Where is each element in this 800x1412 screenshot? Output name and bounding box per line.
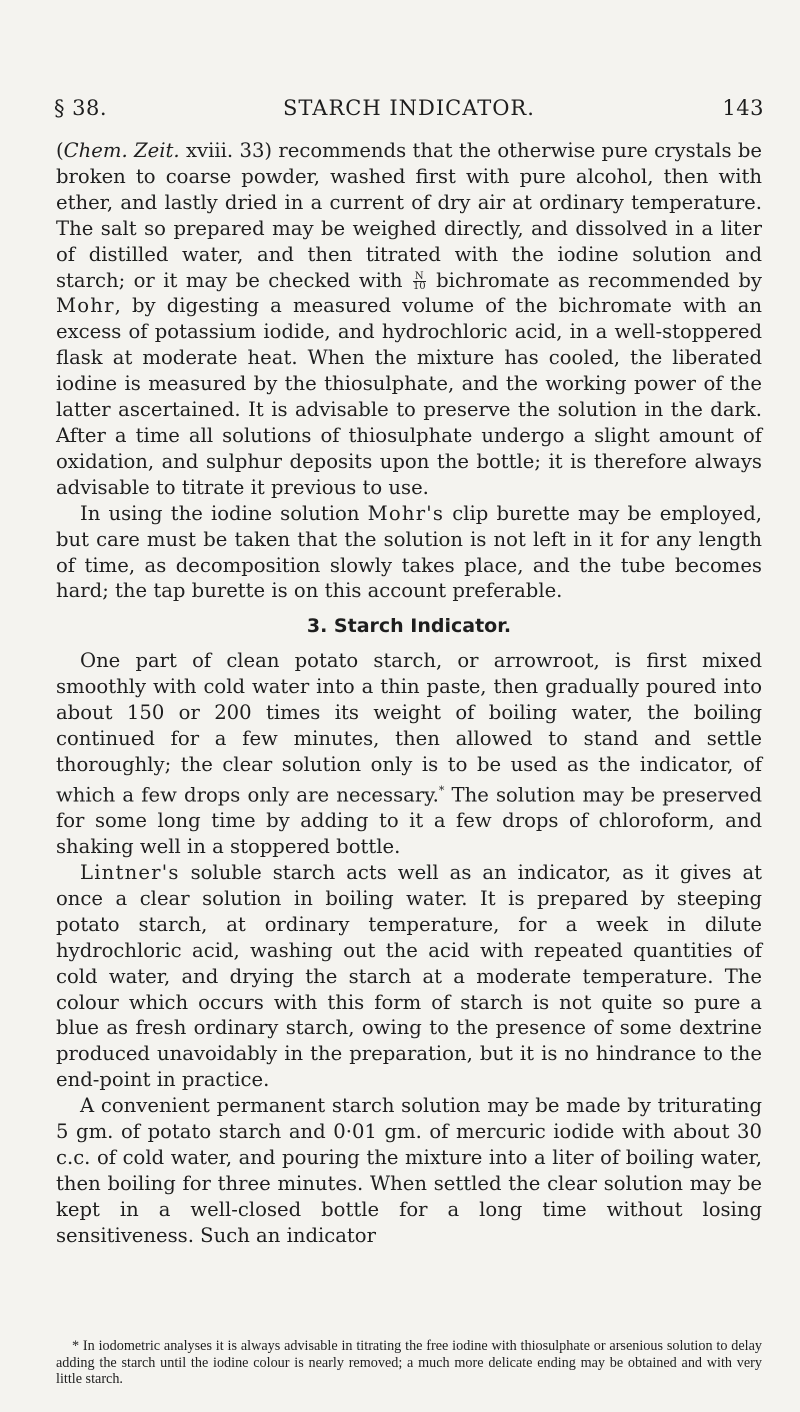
fraction-denominator: 10 — [412, 280, 426, 292]
paragraph-text: In using the iodine solution — [80, 501, 368, 525]
footnote-text: * In iodometric analyses it is always advisable in titrating the free iodine with thiosulphate or arsenious solution to delay adding the starch until the iodine colour is nearly removed; a much more delicate ending may be obtained and with very little starch. — [56, 1338, 762, 1387]
paragraph-text: bichromate as recommended by — [427, 268, 762, 292]
footnote — [56, 1338, 762, 1388]
paragraph-burette — [56, 501, 762, 605]
paragraph-text: xviii. 33) recommends that the otherwise pure crystals be broken to coarse powder, washed first with pure alcohol, then with ether, and lastly dried in a current of dry air at ordinary temperature. The salt so prepared may be weighed directly, and dissolved in a liter of distilled water, and then titrated with the iodine solution and starch; or it may be checked with — [56, 139, 762, 292]
running-header — [54, 96, 764, 126]
running-title: STARCH INDICATOR. — [283, 96, 535, 120]
section-heading: 3. Starch Indicator. — [306, 615, 512, 638]
journal-citation: Chem. Zeit. — [63, 139, 180, 162]
author-name: Mohr — [56, 294, 115, 318]
paragraph-text: A convenient permanent starch solution may be made by triturating 5 gm. of potato starch and 0·01 gm. of mercuric iodide with about 30 c.c. of cold water, and pouring the mixture into a liter of boiling water, then boiling for three minutes. When settled the clear solution may be kept in a well-closed bottle for a long time without losing sensitiveness. Such an indicator — [56, 1094, 762, 1247]
paragraph-text: The solution may be preserved for some long time by adding to it a few drops of chloroform, and shaking well in a stoppered bottle. — [56, 783, 762, 859]
paragraph-text: soluble starch acts well as an indicator, as it gives at once a clear solution in boiling water. It is prepared by steeping potato starch, at ordinary temperature, for a week in dilute hydrochloric acid, washing out the acid with repeated quantities of cold water, and drying the starch at a moderate temperature. The colour which occurs with this form of starch is not quite so pure a blue as fresh ordinary starch, owing to the presence of some dextrine produced unavoidably in the preparation, but it is no hindrance to the end-point in practice. — [56, 861, 762, 1092]
paragraph-permanent-solution — [56, 1093, 762, 1248]
paragraph-text: , by digesting a measured volume of the bichromate with an excess of potassium iodide, and hydrochloric acid, in a well-stoppered flask at moderate heat. When the mixture has cooled, the liberated iodine is measured by the thiosulphate, and the working power of the latter ascertained. It is advisable to preserve the solution in the dark. After a time all solutions of thiosulphate undergo a slight amount of oxidation, and sulphur deposits upon the bottle; it is therefore always advisable to titrate it previous to use. — [56, 294, 762, 499]
paragraph-text: One part of clean potato starch, or arrowroot, is first mixed smoothly with cold water into a thin paste, then gradually poured into about 150 or 200 times its weight of boiling water, the boiling continued for a few minutes, then allowed to stand and settle thoroughly; the clear solution only is to be used as the indicator, of which a few drops only are necessary. — [56, 649, 762, 807]
fraction-numerator: N — [414, 270, 424, 282]
normal-fraction — [413, 272, 426, 291]
paragraph-text: clip burette may be employed, but care must be taken that the solution is not left in it for any length of time, as decomposition slowly takes place, and the tube becomes hard; the tap burette is on this account preferable. — [56, 501, 763, 603]
author-name: Lintner's — [80, 861, 180, 884]
paragraph-potato-starch — [56, 648, 762, 860]
body-text — [56, 138, 762, 1249]
section-number: § 38. — [54, 96, 108, 120]
paragraph-lintner — [56, 860, 762, 1093]
paragraph-chem-zeit: (Chem. Zeit. xviii. 33) recommends that the otherwise pure crystals be broken to coarse powder, washed first with pure alcohol, then with ether, and lastly dried in a current of dry air at ordinary temperature. The salt so prepared may be weighed directly, and dissolved in a liter of distilled water, and then titrated with the iodine solution and starch; or it may be checked with $\frac{N}{10}$ bichromate as recommended by Mohr, by digesting a measured volume of the bichromate with an excess of potassium iodide, and hydrochloric acid, in a well-stoppered flask at moderate heat. When the mixture has cooled, the liberated iodine is measured by the thiosulphate, and the working power of the latter ascertained. It is advisable to preserve the solution in the dark. After a time all solutions of thiosulphate undergo a slight amount of oxidation, and sulphur deposits upon the bottle; it is therefore always advisable to titrate it previous to use. — [56, 139, 762, 499]
footnote-marker: * — [438, 783, 445, 797]
page-number: 143 — [722, 96, 764, 120]
author-name: Mohr's — [367, 501, 445, 525]
